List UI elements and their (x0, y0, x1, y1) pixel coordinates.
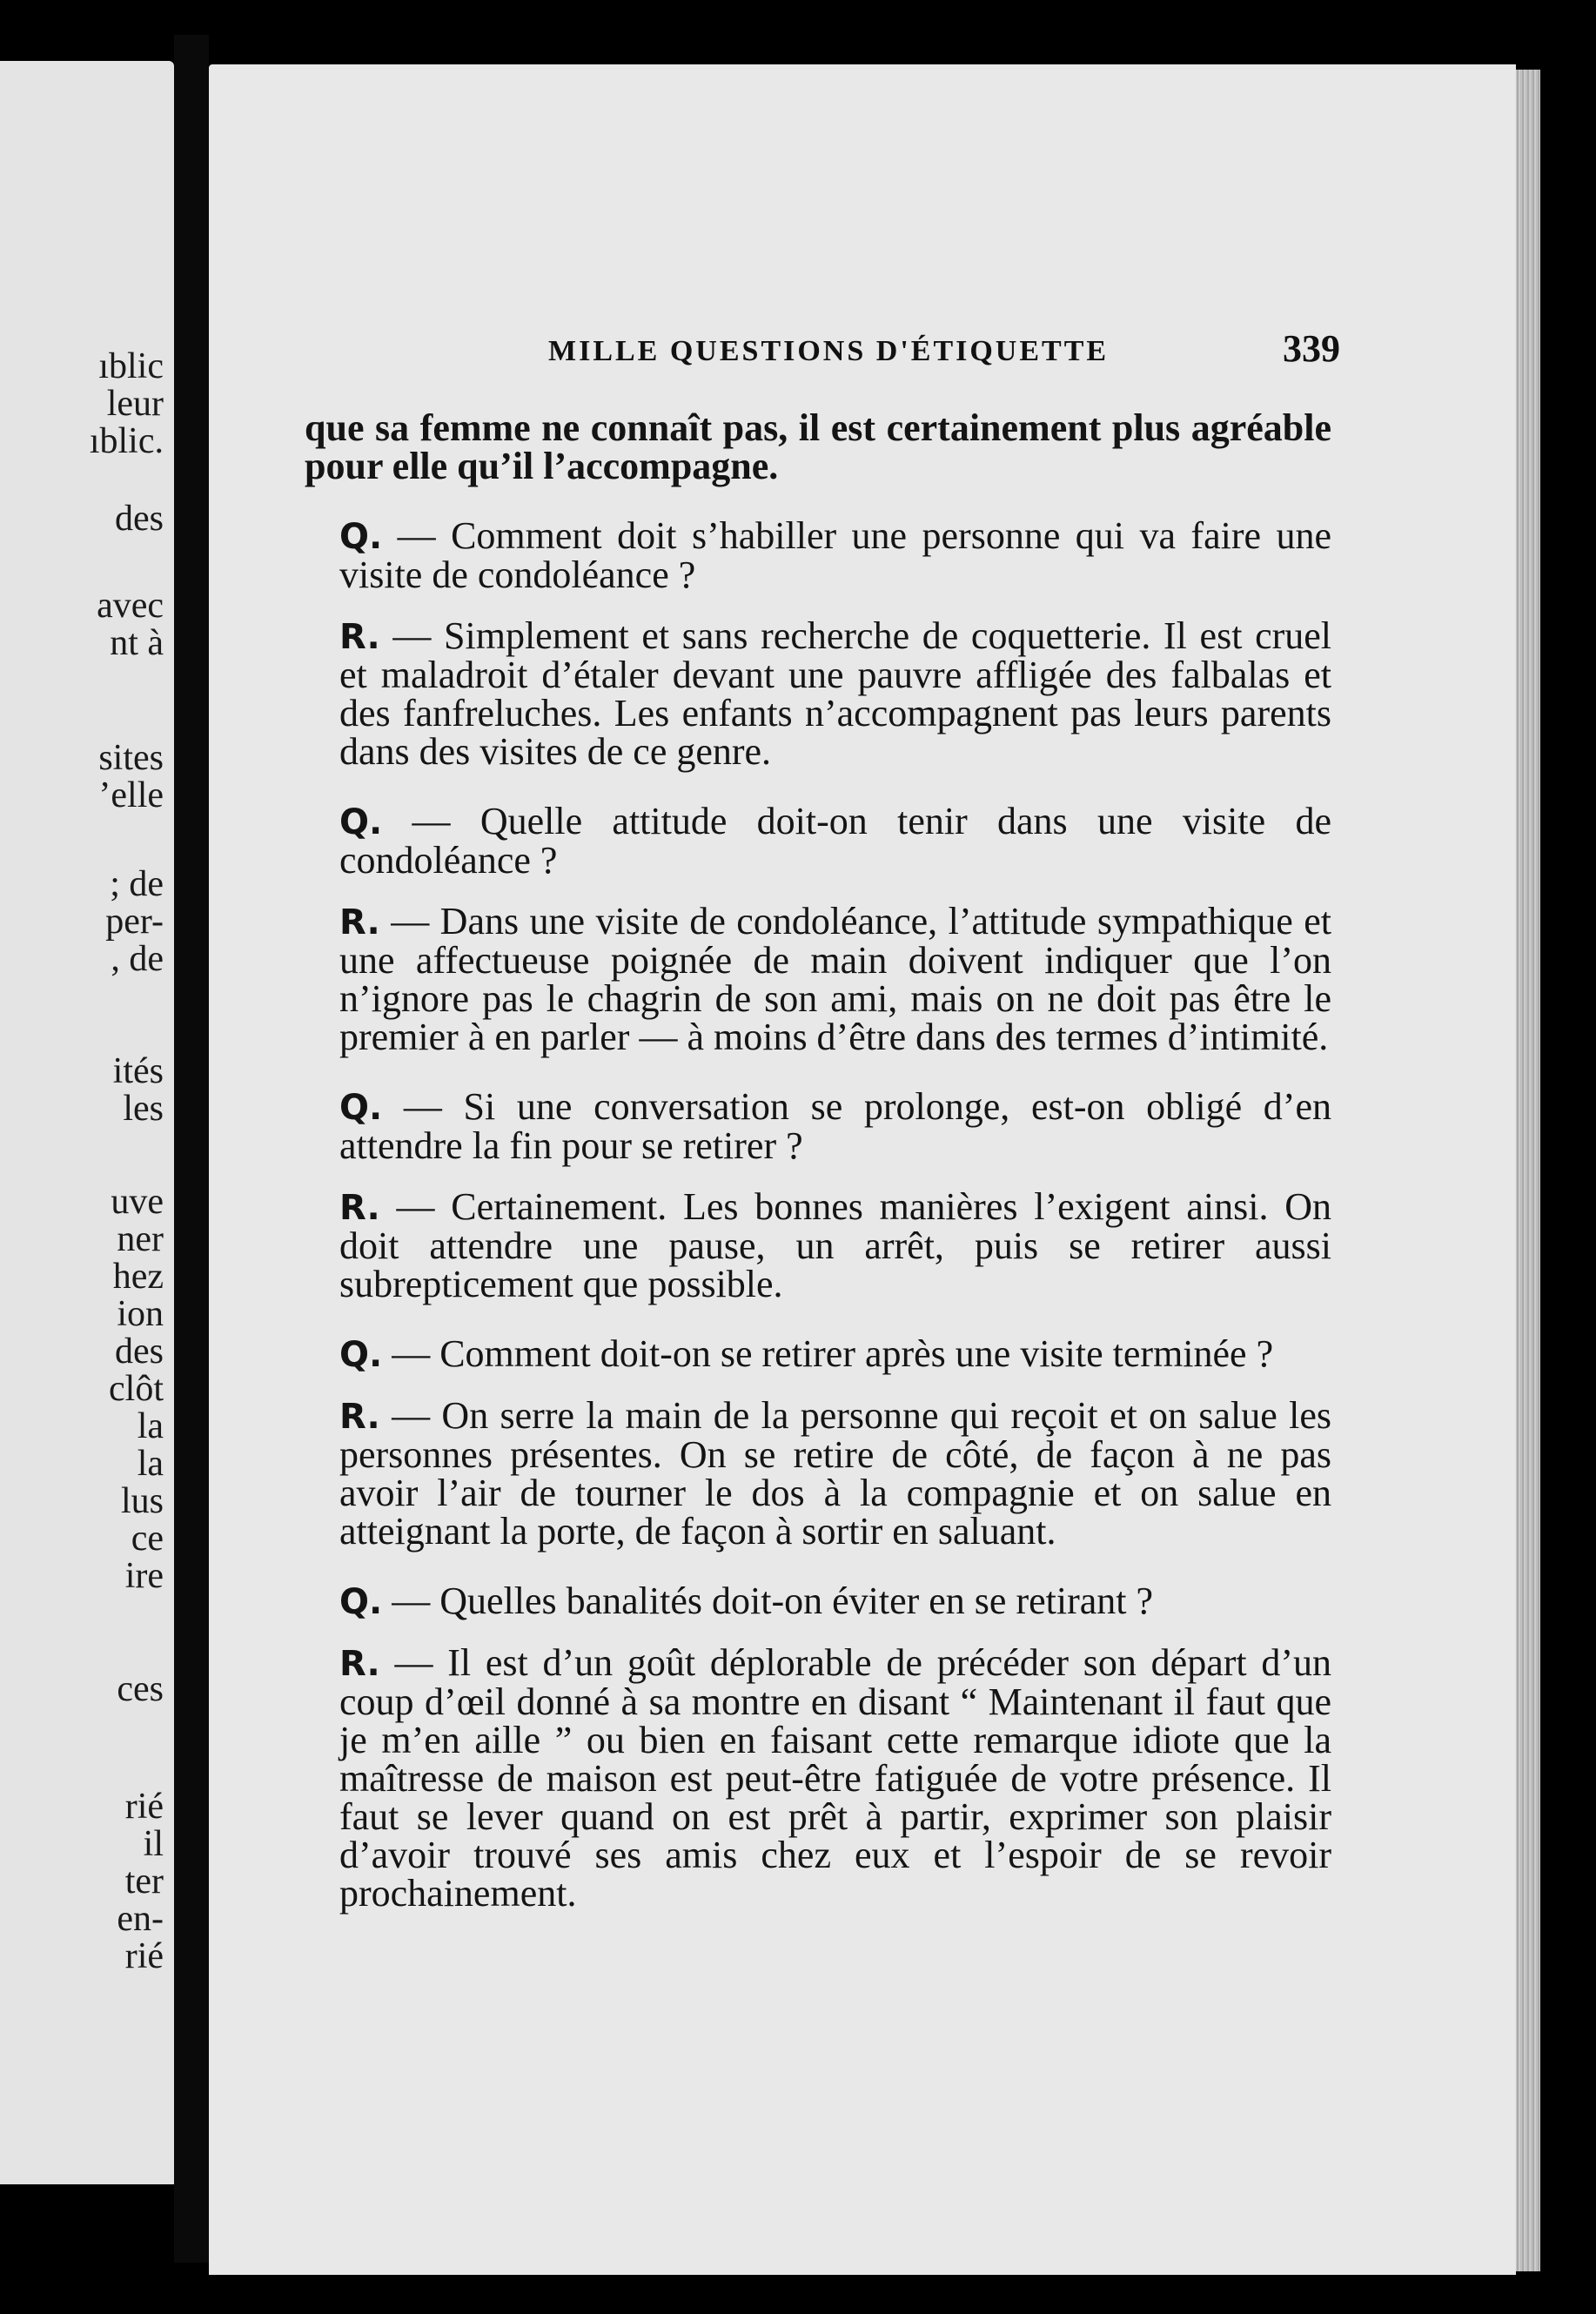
question-marker: Q. (339, 1088, 383, 1128)
facing-page-fragment: ces (117, 1669, 164, 1709)
facing-page-fragment: , de (111, 939, 164, 979)
question-paragraph (305, 514, 1331, 596)
facing-page-fragment: ; de (110, 864, 164, 904)
facing-page-fragment: des (115, 499, 164, 539)
question-text: — Comment doit-on se retirer après une visite terminée ? (382, 1332, 1274, 1375)
running-head-title: MILLE QUESTIONS D'ÉTIQUETTE (548, 335, 1110, 367)
question-paragraph (305, 1085, 1331, 1167)
facing-page-fragment: lus (120, 1481, 164, 1521)
book-gutter (174, 35, 209, 2263)
question-paragraph (305, 1582, 1331, 1621)
question-marker: Q. (339, 1582, 383, 1622)
answer-paragraph (305, 1641, 1331, 1915)
facing-page-fragment: sites (98, 738, 164, 778)
facing-page-fragment: ıblic (98, 346, 164, 386)
facing-page-fragment: rié (124, 1787, 164, 1827)
answer-marker: R. (339, 617, 380, 657)
facing-page-fragment: ités (112, 1051, 164, 1091)
facing-page-fragment: per- (105, 902, 164, 942)
facing-page-fragment: ıblic. (89, 421, 164, 461)
facing-page-fragment: la (137, 1444, 164, 1484)
question-text: — Quelles banalités doit-on éviter en se retirant ? (382, 1580, 1154, 1622)
question-paragraph (305, 802, 1331, 880)
question-text: — Si une conversation se prolonge, est-on obligé d’en attendre la fin pour se retirer ? (339, 1085, 1331, 1167)
answer-paragraph (305, 614, 1331, 773)
answer-text: — Dans une visite de condoléance, l’attitude sympathique et une affectueuse poignée de main doivent indiquer que l’on n’ignore pas le chagrin de son ami, mais on ne doit pas être le premier à en parler — à moins d’être dans des termes d’intimité. (339, 900, 1331, 1058)
question-text: — Comment doit s’habiller une personne qui va faire une visite de condoléance ? (339, 514, 1331, 596)
facing-page-fragment: uve (111, 1182, 164, 1222)
question-marker: Q. (339, 1335, 383, 1375)
answer-paragraph (305, 1185, 1331, 1305)
facing-page-fragment: ner (117, 1219, 164, 1259)
answer-paragraph (305, 902, 1331, 1056)
answer-text: — Certainement. Les bonnes manières l’exigent ainsi. On doit attendre une pause, un arrêt, puis se retirer aussi subrepticement que possible. (339, 1185, 1331, 1305)
question-marker: Q. (339, 802, 383, 842)
facing-page-fragment: nt à (110, 623, 164, 663)
answer-paragraph (305, 1394, 1331, 1553)
facing-page-fragment: ’elle (98, 775, 164, 815)
body-text (305, 406, 1331, 1915)
facing-page-fragment: ire (124, 1556, 164, 1596)
answer-marker: R. (339, 1188, 380, 1228)
facing-page-fragment: leur (106, 384, 164, 424)
facing-page-fragment: il (143, 1824, 164, 1864)
facing-page-fragment: les (123, 1089, 164, 1129)
question-marker: Q. (339, 517, 383, 557)
page-edge (1516, 70, 1540, 2271)
facing-page-fragment: ion (117, 1294, 164, 1334)
answer-marker: R. (339, 1644, 380, 1684)
facing-page-fragment: des (115, 1331, 164, 1372)
answer-marker: R. (339, 1397, 380, 1437)
facing-page-fragment: ce (131, 1519, 164, 1559)
opening-paragraph: que sa femme ne connaît pas, il est certainement plus agréable pour elle qu’il l’accompagne. (305, 406, 1331, 487)
question-paragraph (305, 1332, 1331, 1375)
facing-page (0, 61, 174, 2184)
answer-text: — Simplement et sans recherche de coquetterie. Il est cruel et maladroit d’étaler devant une pauvre affligée des falbalas et des fanfreluches. Les enfants n’accompagnent pas leurs parents dans des visites de ce genre. (339, 614, 1331, 773)
facing-page-fragment: ter (124, 1861, 164, 1902)
answer-text: — On serre la main de la personne qui reçoit et on salue les personnes présentes. On se retire de côté, de façon à ne pas avoir l’air de tourner le dos à la compagnie et on salue en atteignant la porte, de façon à sortir en saluant. (339, 1394, 1331, 1553)
page-number: 339 (1283, 327, 1340, 370)
running-head (339, 318, 1340, 396)
facing-page-fragment: rié (124, 1936, 164, 1976)
facing-page-fragment: la (137, 1406, 164, 1446)
facing-page-fragment: hez (112, 1257, 164, 1297)
answer-text: — Il est d’un goût déplorable de précéder son départ d’un coup d’œil donné à sa montre en disant “ Maintenant il faut que je m’en aille ” ou bien en faisant cette remarque idiote que la maîtresse de maison est peut-être fatiguée de votre présence. Il faut se lever quand on est prêt à partir, exprimer son plaisir d’avoir trouvé ses amis chez eux et l’espoir de se revoir prochainement. (339, 1641, 1331, 1915)
facing-page-fragment: avec (97, 586, 164, 626)
facing-page-fragment: clôt (109, 1369, 164, 1409)
answer-marker: R. (339, 902, 380, 942)
facing-page-fragment: en- (117, 1899, 164, 1939)
question-text: — Quelle attitude doit-on tenir dans une visite de condoléance ? (339, 800, 1331, 882)
